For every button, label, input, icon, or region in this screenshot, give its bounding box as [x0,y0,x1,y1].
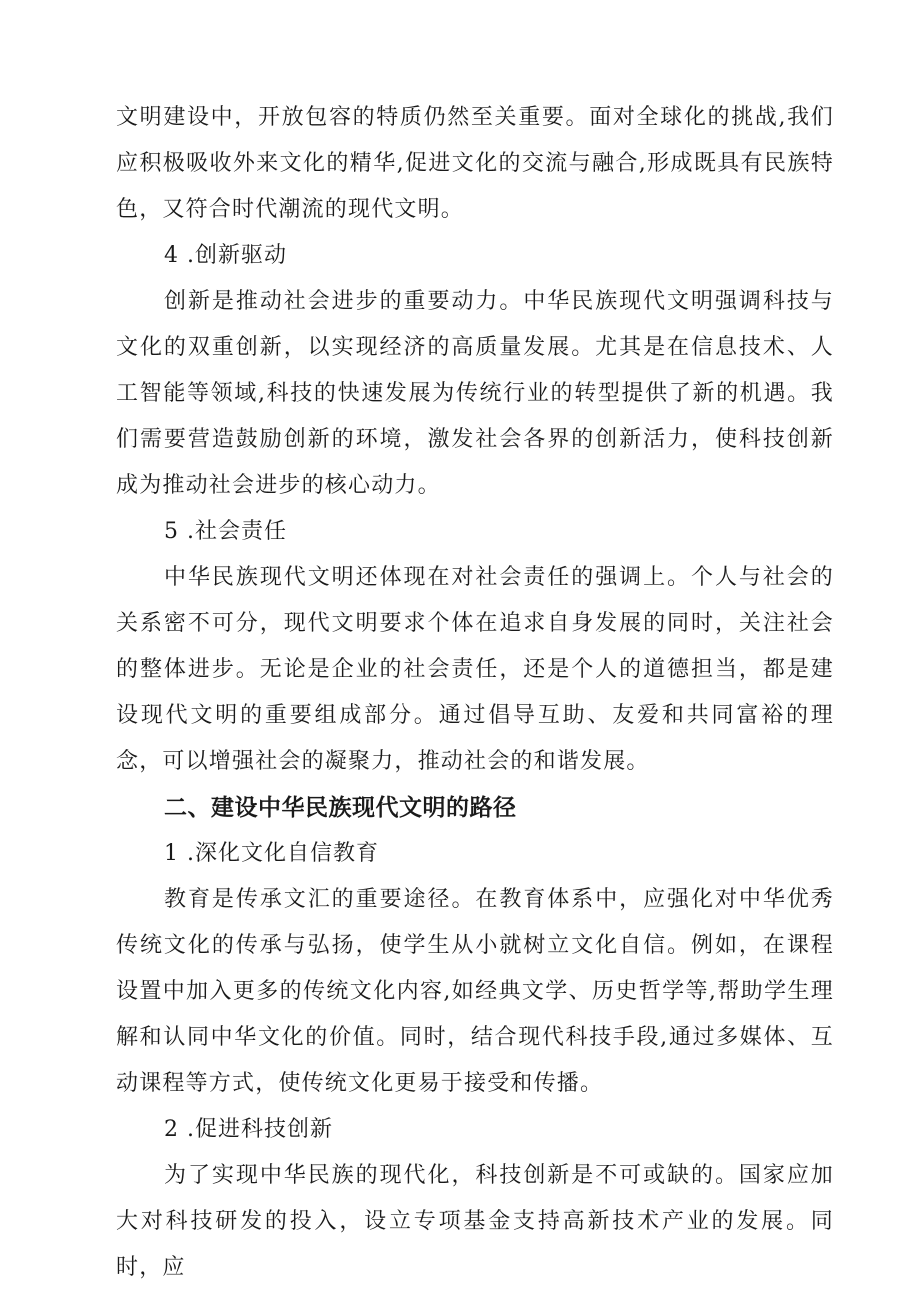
section-heading-paths: 二、建设中华民族现代文明的路径 [164,795,517,821]
paragraph-promote-tech-innovation: 为了实现中华民族的现代化，科技创新是不可或缺的。国家应加大对科技研发的投入，设立专项基金支持高新技术产业的发展。同时，应 [116,1163,834,1280]
subheading-social-responsibility: 5 .社会责任 [164,519,287,544]
paragraph-continued: 文明建设中，开放包容的特质仍然至关重要。面对全球化的挑战,我们应积极吸收外来文化的精华,促进文化的交流与融合,形成既具有民族特色，又符合时代潮流的现代文明。 [116,105,834,222]
subheading-cultural-confidence-education: 1 .深化文化自信教育 [164,841,379,866]
document-body [116,95,834,1291]
subheading-innovation-driven: 4 .创新驱动 [164,243,287,268]
paragraph-social-responsibility: 中华民族现代文明还体现在对社会责任的强调上。个人与社会的关系密不可分，现代文明要求个体在追求自身发展的同时，关注社会的整体进步。无论是企业的社会责任，还是个人的道德担当，都是建设现代文明的重要组成部分。通过倡导互助、友爱和共同富裕的理念，可以增强社会的凝聚力，推动社会的和谐发展。 [116,565,834,774]
paragraph-cultural-confidence-education: 教育是传承文汇的重要途径。在教育体系中，应强化对中华优秀传统文化的传承与弘扬，使学生从小就树立文化自信。例如，在课程设置中加入更多的传统文化内容,如经典文学、历史哲学等,帮助学生理解和认同中华文化的价值。同时，结合现代科技手段,通过多媒体、互动课程等方式，使传统文化更易于接受和传播。 [116,887,834,1096]
paragraph-innovation-driven: 创新是推动社会进步的重要动力。中华民族现代文明强调科技与文化的双重创新，以实现经济的高质量发展。尤其是在信息技术、人工智能等领域,科技的快速发展为传统行业的转型提供了新的机遇。我们需要营造鼓励创新的环境，激发社会各界的创新活力，使科技创新成为推动社会进步的核心动力。 [116,289,834,498]
subheading-promote-tech-innovation: 2 .促进科技创新 [164,1117,333,1142]
